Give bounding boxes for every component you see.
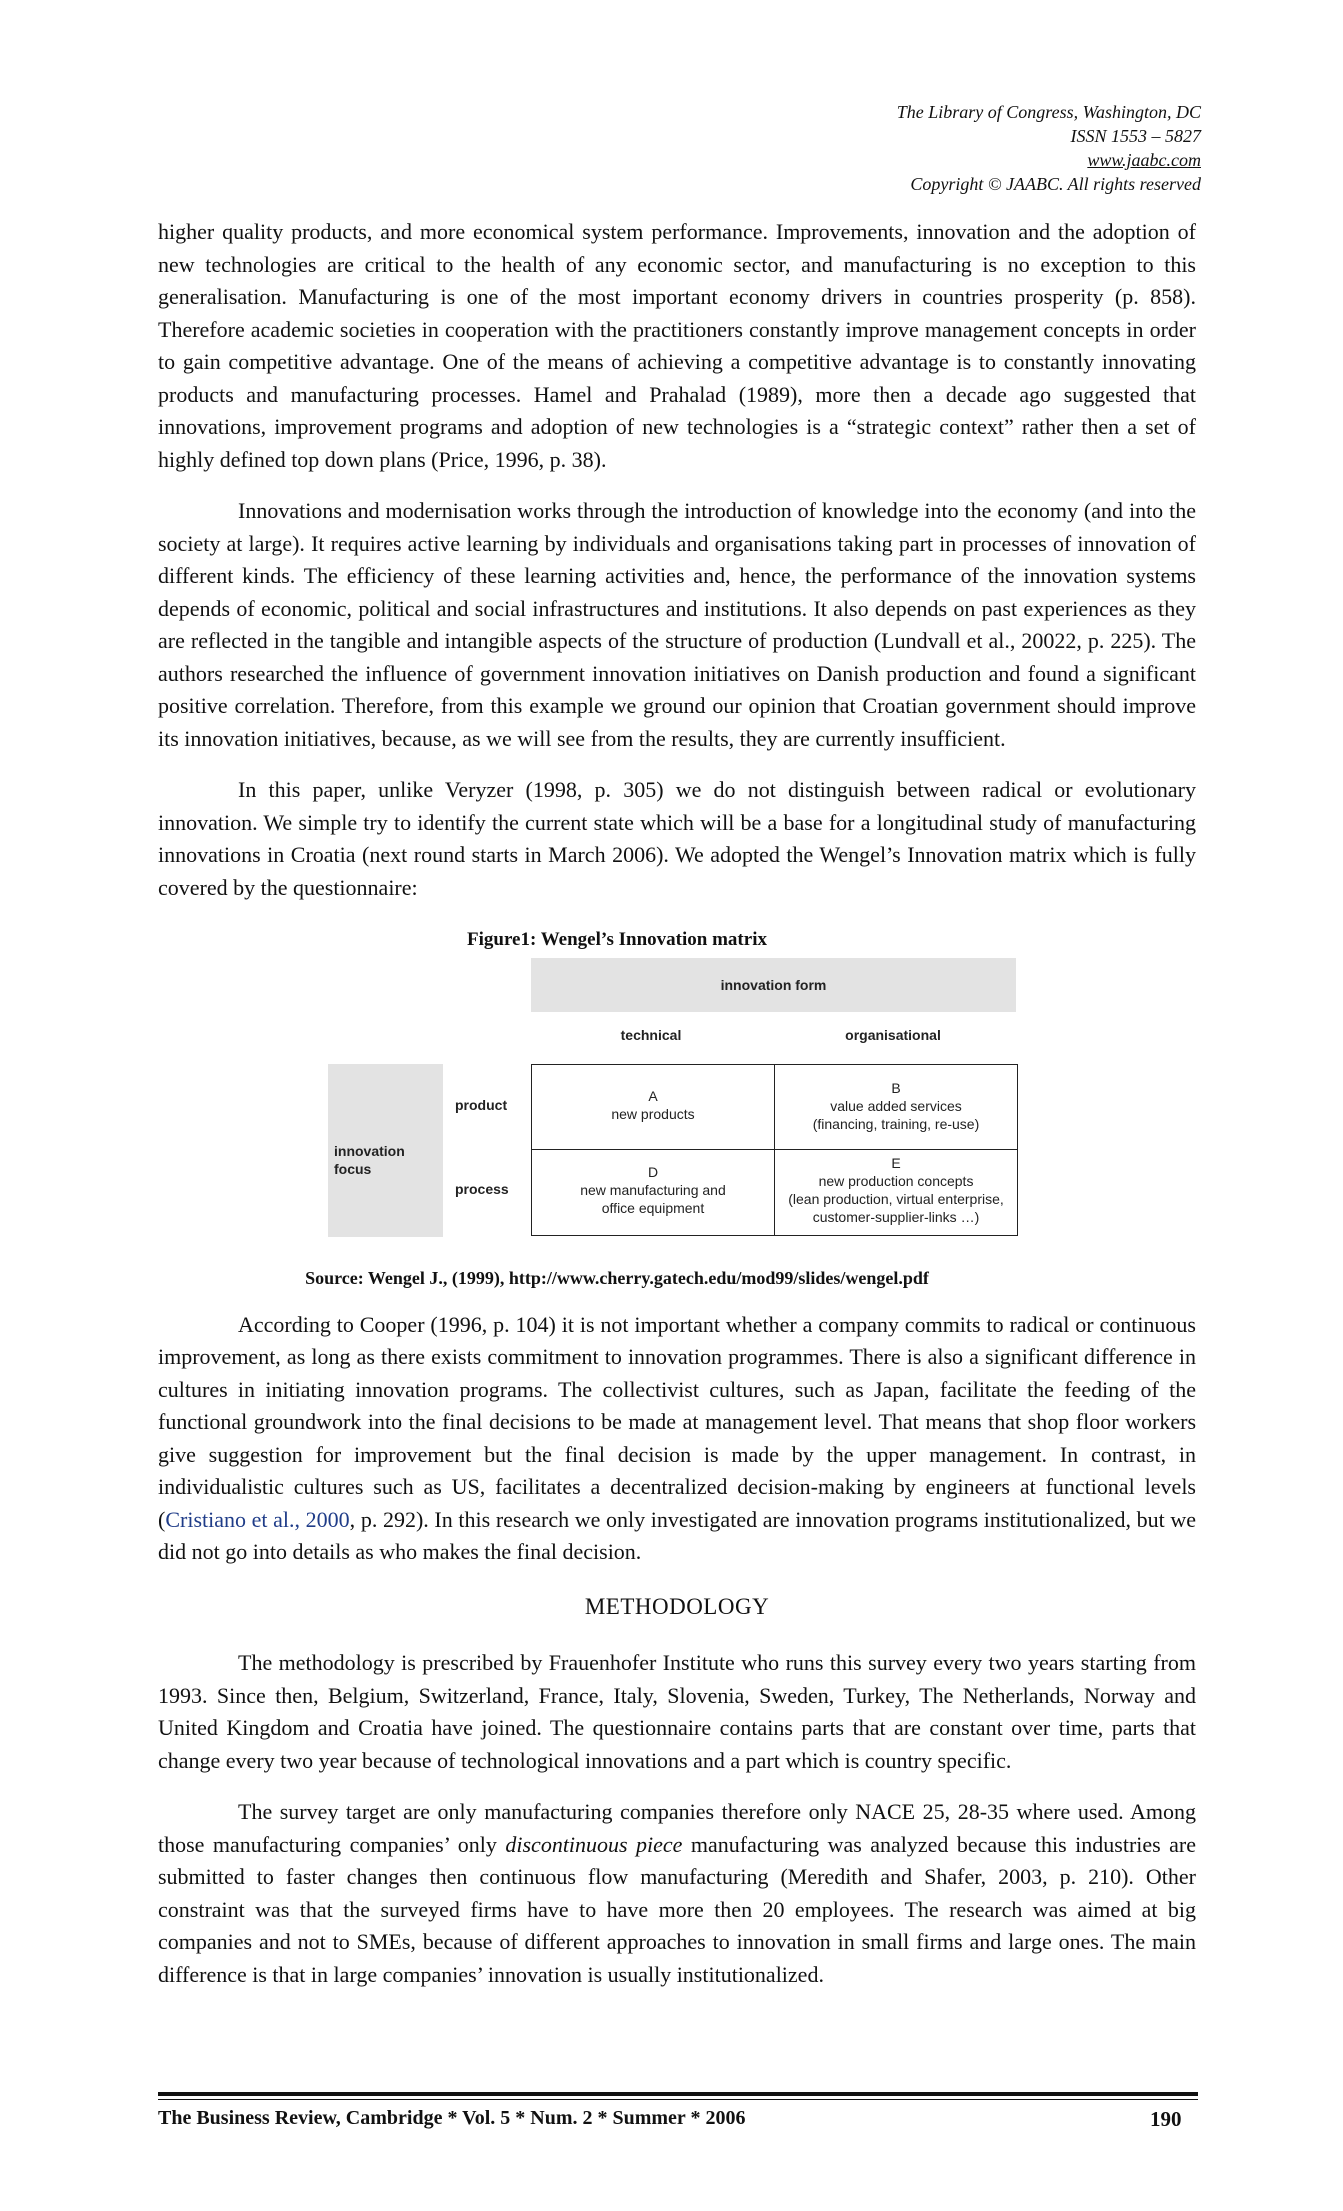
innovation-matrix bbox=[328, 958, 1028, 1258]
innovation-form-band: innovation form bbox=[531, 958, 1016, 1012]
cell-a bbox=[532, 1087, 774, 1123]
paragraph bbox=[158, 1309, 1196, 1569]
paragraph: In this paper, unlike Veryzer (1998, p. 305) we do not distinguish between radical or evolutionary innovation. We simple try to identify the current state which will be a base for a longitudinal study of manufacturing innovations in Croatia (next round starts in March 2006). We adopted the Wengel’s Innovation matrix which is fully covered by the questionnaire: bbox=[158, 777, 1196, 900]
header-library: The Library of Congress, Washington, DC bbox=[896, 102, 1201, 122]
cell-d-letter: D bbox=[647, 1164, 659, 1180]
cell-e-letter: E bbox=[891, 1155, 901, 1171]
row-header-process: process bbox=[455, 1181, 509, 1197]
figure-source: Source: Wengel J., (1999), http://www.cherry.gatech.edu/mod99/slides/wengel.pdf bbox=[305, 1268, 929, 1288]
focus-label-line1: innovation bbox=[334, 1143, 405, 1159]
innovation-focus-band bbox=[328, 1064, 443, 1237]
cell-b-line2: (financing, training, re-use) bbox=[812, 1116, 980, 1132]
cell-d-line1: new manufacturing and bbox=[580, 1182, 726, 1198]
header-website-link[interactable]: www.jaabc.com bbox=[1087, 150, 1201, 170]
figure bbox=[158, 928, 1196, 1295]
header-copyright: Copyright © JAABC. All rights reserved bbox=[910, 174, 1201, 194]
cell-e-line2: (lean production, virtual enterprise, bbox=[788, 1191, 1004, 1207]
grid-divider-horizontal bbox=[532, 1149, 1017, 1150]
figure-title: Figure1: Wengel’s Innovation matrix bbox=[467, 929, 767, 950]
cell-b-letter: B bbox=[891, 1080, 901, 1096]
paragraph bbox=[158, 1796, 1196, 1991]
cell-a-letter: A bbox=[648, 1088, 658, 1104]
row-header-product: product bbox=[455, 1097, 508, 1113]
paragraph: The methodology is prescribed by Frauenhofer Institute who runs this survey every two years starting from 1993. Since then, Belgium, Switzerland, France, Italy, Slovenia, Sweden, Turkey, The Netherlands, Norway and United Kingdom and Croatia have joined. The questionnaire contains parts that are constant over time, parts that change every two year because of technological innovations and a part which is country specific. bbox=[158, 1650, 1196, 1773]
cell-b bbox=[775, 1079, 1017, 1133]
focus-label-line2: focus bbox=[334, 1161, 372, 1177]
footer-rule-thick bbox=[158, 2092, 1198, 2096]
column-header-technical: technical bbox=[620, 1027, 682, 1043]
cell-a-text: new products bbox=[611, 1106, 695, 1122]
paragraph: Innovations and modernisation works through the introduction of knowledge into the economy (and into the society at large). It requires active learning by individuals and organisations taking part in processes of innovation of different kinds. The efficiency of these learning activities and, hence, the performance of the innovation systems depends of economic, political and social infrastructures and institutions. It also depends on past experiences as they are reflected in the tangible and intangible aspects of the structure of production (Lundvall et al., 20022, p. 225). The authors researched the influence of government innovation initiatives on Danish production and found a significant positive correlation. Therefore, from this example we ground our opinion that Croatian government should improve its innovation initiatives, because, as we will see from the results, they are currently insufficient. bbox=[158, 498, 1196, 751]
cell-d-line2: office equipment bbox=[601, 1200, 705, 1216]
cell-b-line1: value added services bbox=[830, 1098, 962, 1114]
page-header bbox=[897, 100, 1201, 196]
cell-e-line3: customer-supplier-links …) bbox=[812, 1209, 980, 1225]
paragraph-text: According to Cooper (1996, p. 104) it is not important whether a company commits to radical or continuous improvement, as long as there exists commitment to innovation programmes. There is also a significant difference in cultures in initiating innovation programs. The collectivist cultures, such as Japan, facilitate the feeding of the functional groundwork into the final decisions to be made at management level. That means that shop floor workers give suggestion for improvement but the final decision is made by the upper management. In contrast, in individualistic cultures such as US, facilitates a decentralized decision-making by engineers at functional levels ( bbox=[158, 1311, 1196, 1532]
footer-journal: The Business Review, Cambridge * Vol. 5 * Num. 2 * Summer * 2006 bbox=[158, 2107, 746, 2129]
page-number: 190 bbox=[1150, 2107, 1182, 2131]
footer-rule-thin bbox=[158, 2099, 1198, 2100]
article-body bbox=[158, 216, 1196, 2010]
emphasis-text: discontinuous piece bbox=[505, 1831, 683, 1857]
citation-link[interactable]: Cristiano et al., 2000 bbox=[165, 1506, 350, 1532]
header-issn: ISSN 1553 – 5827 bbox=[1070, 126, 1201, 146]
paragraph-text: , p. 292). In this research we only investigated are innovation programs institutionalized, but we did not go into details as who makes the final decision. bbox=[158, 1506, 1196, 1564]
paragraph: higher quality products, and more economical system performance. Improvements, innovation and the adoption of new technologies are critical to the health of any economic sector, and manufacturing is no exception to this generalisation. Manufacturing is one of the most important economy drivers in countries prosperity (p. 858). Therefore academic societies in cooperation with the practitioners constantly improve management concepts in order to gain competitive advantage. One of the means of achieving a competitive advantage is to constantly innovating products and manufacturing processes. Hamel and Prahalad (1989), more then a decade ago suggested that innovations, improvement programs and adoption of new technologies is a “strategic context” rather then a set of highly defined top down plans (Price, 1996, p. 38). bbox=[158, 219, 1196, 472]
cell-e-line1: new production concepts bbox=[818, 1173, 974, 1189]
section-heading: METHODOLOGY bbox=[584, 1593, 770, 1619]
column-header-organisational: organisational bbox=[845, 1027, 941, 1043]
cell-d bbox=[532, 1163, 774, 1217]
paragraph-text: The survey target are only manufacturing companies therefore only NACE 25, 28-35 where used. Among those manufacturing companies’ only bbox=[158, 1799, 1196, 1857]
innovation-focus-label bbox=[334, 1142, 405, 1178]
cell-e bbox=[775, 1154, 1017, 1226]
paragraph-text: manufacturing was analyzed because this industries are submitted to faster changes then continuous flow manufacturing (Meredith and Shafer, 2003, p. 210). Other constraint was that the surveyed firms have to have more then 20 employees. The research was aimed at big companies and not to SMEs, because of different approaches to innovation in small firms and large ones. The main difference is that in large companies’ innovation is usually institutionalized. bbox=[158, 1831, 1197, 1987]
matrix-grid bbox=[531, 1064, 1018, 1236]
